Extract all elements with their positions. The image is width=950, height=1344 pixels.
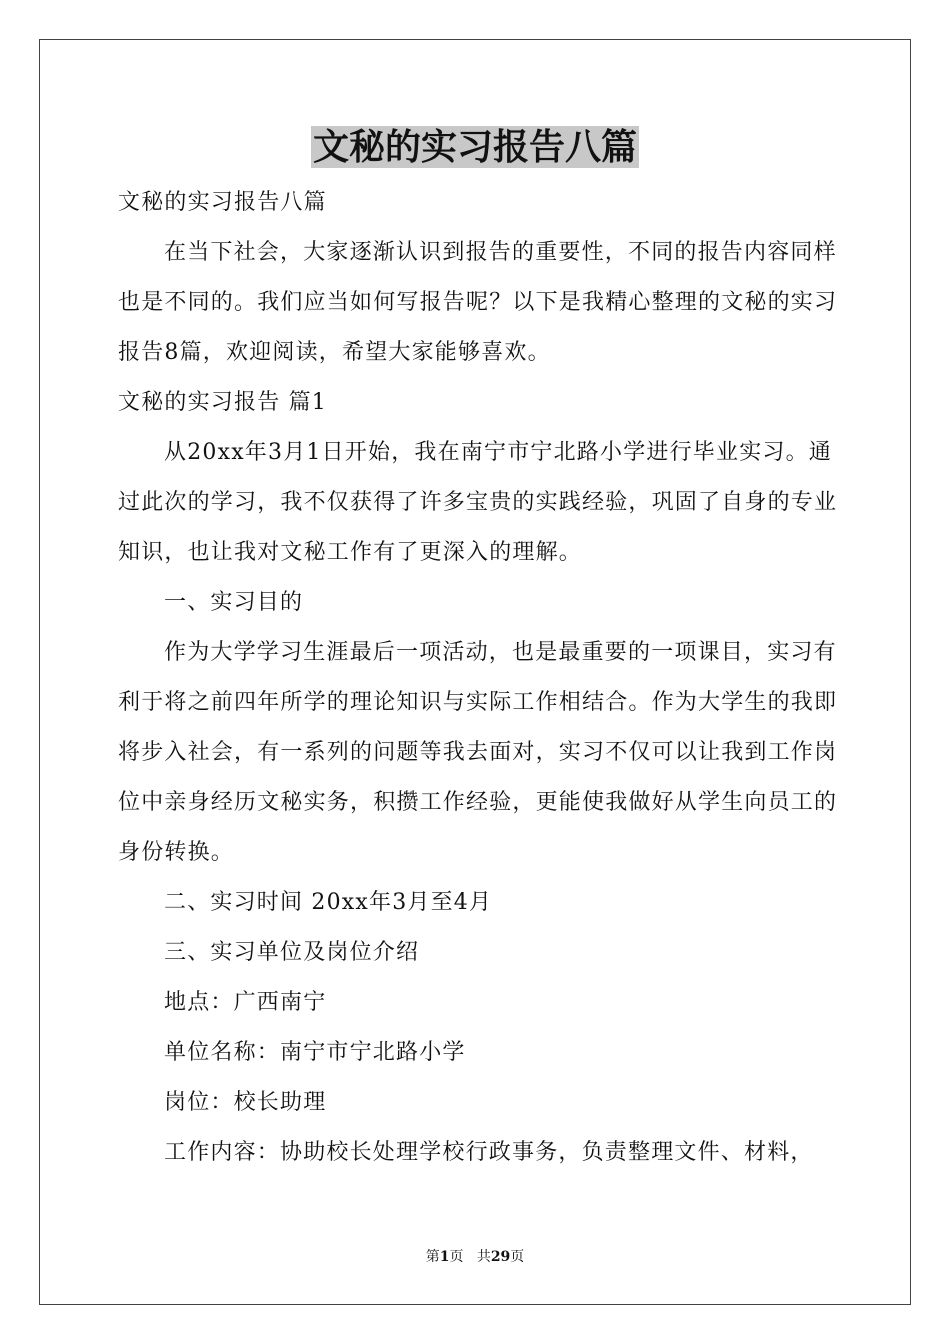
- footer-prefix: 第: [425, 1249, 440, 1265]
- page-footer: [0, 1248, 950, 1266]
- document-body: [118, 178, 848, 1178]
- document-title: [0, 124, 950, 170]
- footer-total-prefix: 共: [476, 1249, 491, 1265]
- subtitle-paragraph: 文秘的实习报告八篇: [118, 190, 327, 215]
- info-line: 岗位：校长助理: [164, 1090, 327, 1115]
- intro-paragraph: 在当下社会，大家逐渐认识到报告的重要性，不同的报告内容同样也是不同的。我们应当如何写报告呢？以下是我精心整理的文秘的实习报告8篇，欢迎阅读，希望大家能够喜欢。: [118, 240, 838, 365]
- info-line: 单位名称：南宁市宁北路小学: [164, 1040, 466, 1065]
- document-title-text: 文秘的实习报告八篇: [312, 126, 637, 168]
- section-heading: 一、实习目的: [164, 590, 304, 615]
- info-line: 工作内容：协助校长处理学校行政事务，负责整理文件、材料，: [164, 1140, 814, 1165]
- section-heading: 三、实习单位及岗位介绍: [164, 940, 420, 965]
- body-paragraph: 从20xx年3月1日开始，我在南宁市宁北路小学进行毕业实习。通过此次的学习，我不仅获得了许多宝贵的实践经验，巩固了自身的专业知识，也让我对文秘工作有了更深入的理解。: [118, 440, 838, 565]
- section-heading: 文秘的实习报告 篇1: [118, 390, 327, 415]
- footer-total-pages: 29: [490, 1249, 511, 1265]
- info-line: 地点：广西南宁: [164, 990, 327, 1015]
- footer-current-page: 1: [439, 1249, 450, 1265]
- body-paragraph: 作为大学学习生涯最后一项活动，也是最重要的一项课目，实习有利于将之前四年所学的理论知识与实际工作相结合。作为大学生的我即将步入社会，有一系列的问题等我去面对，实习不仅可以让我到工作岗位中亲身经历文秘实务，积攒工作经验，更能使我做好从学生向员工的身份转换。: [118, 640, 838, 865]
- footer-page-suffix: 页: [449, 1249, 464, 1265]
- footer-total-suffix: 页: [510, 1249, 525, 1265]
- section-heading: 二、实习时间 20xx年3月至4月: [164, 890, 493, 915]
